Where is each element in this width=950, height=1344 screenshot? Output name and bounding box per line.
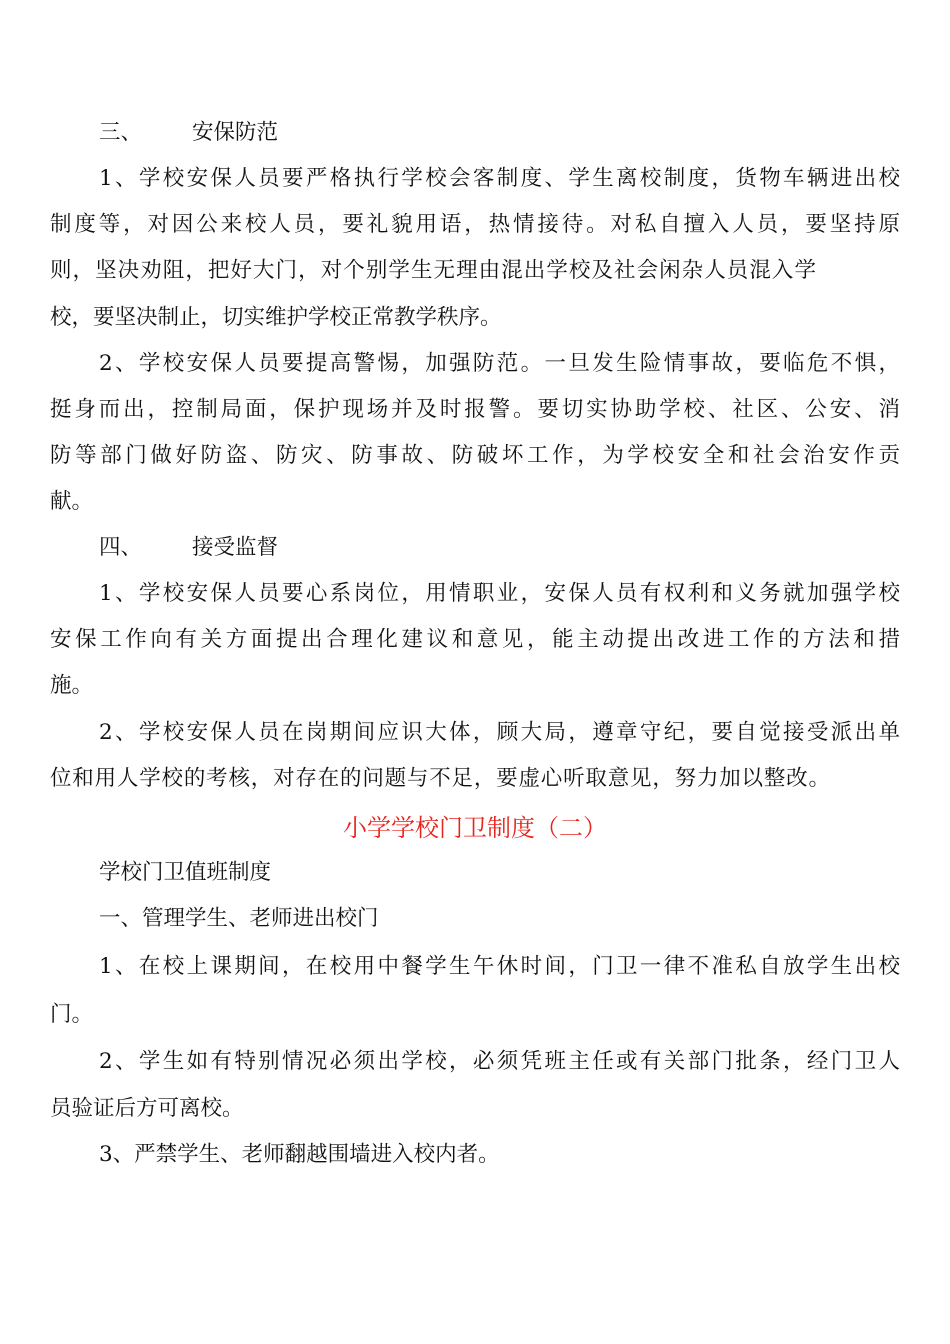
paragraph-line: 3、严禁学生、老师翻越围墙进入校内者。 bbox=[99, 1142, 500, 1167]
paragraph-line: 施。 bbox=[50, 673, 94, 698]
paragraph-line: 安保工作向有关方面提出合理化建议和意见，能主动提出改进工作的方法和措 bbox=[50, 627, 900, 652]
paragraph-line: 员验证后方可离校。 bbox=[50, 1096, 244, 1121]
paragraph-line: 制度等，对因公来校人员，要礼貌用语，热情接待。对私自擅入人员，要坚持原 bbox=[50, 212, 900, 237]
section-title: 接受监督 bbox=[192, 535, 279, 560]
paragraph-line: 献。 bbox=[50, 489, 94, 514]
section-heading-4 bbox=[99, 533, 278, 563]
paragraph-line: 挺身而出，控制局面，保护现场并及时报警。要切实协助学校、社区、公安、消 bbox=[50, 397, 900, 422]
paragraph-line: 则，坚决劝阻，把好大门，对个别学生无理由混出学校及社会闲杂人员混入学 bbox=[50, 258, 816, 283]
paragraph-line: 门。 bbox=[50, 1002, 94, 1027]
paragraph-line: 校，要坚决制止，切实维护学校正常教学秩序。 bbox=[50, 305, 502, 330]
paragraph-line: 2、学校安保人员要提高警惕，加强防范。一旦发生险情事故，要临危不惧， bbox=[99, 351, 900, 376]
paragraph-line: 防等部门做好防盗、防灾、防事故、防破坏工作，为学校安全和社会治安作贡 bbox=[50, 443, 900, 468]
paragraph-line: 1、在校上课期间，在校用中餐学生午休时间，门卫一律不准私自放学生出校 bbox=[99, 954, 900, 979]
subtitle: 学校门卫值班制度 bbox=[99, 860, 272, 885]
subheading: 一、管理学生、老师进出校门 bbox=[99, 906, 379, 931]
section-number: 三、 bbox=[99, 120, 143, 145]
paragraph-line: 1、学校安保人员要严格执行学校会客制度、学生离校制度，货物车辆进出校 bbox=[99, 166, 900, 191]
section-heading-3 bbox=[99, 118, 278, 148]
paragraph-line: 位和用人学校的考核，对存在的问题与不足，要虚心听取意见，努力加以整改。 bbox=[50, 766, 830, 791]
section-title: 安保防范 bbox=[192, 120, 279, 145]
paragraph-line: 1、学校安保人员要心系岗位，用情职业，安保人员有权利和义务就加强学校 bbox=[99, 581, 900, 606]
section-number: 四、 bbox=[99, 535, 143, 560]
paragraph-line: 2、学生如有特别情况必须出学校，必须凭班主任或有关部门批条，经门卫人 bbox=[99, 1049, 900, 1074]
document-title: 小学学校门卫制度（二） bbox=[343, 814, 607, 842]
paragraph-line: 2、学校安保人员在岗期间应识大体，顾大局，遵章守纪，要自觉接受派出单 bbox=[99, 720, 900, 745]
